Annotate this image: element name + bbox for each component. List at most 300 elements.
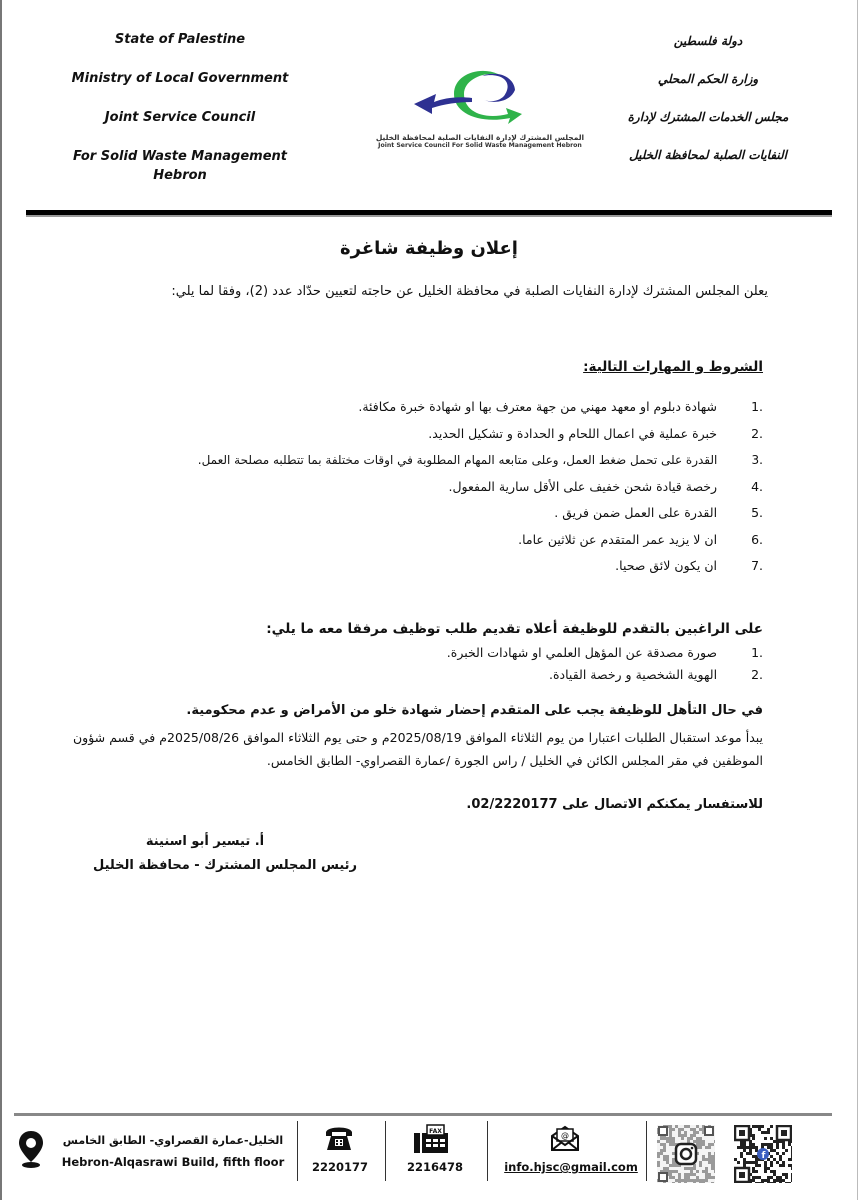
qr-module bbox=[743, 1149, 746, 1152]
qr-module bbox=[690, 1179, 693, 1182]
header-ar-line: النفايات الصلبة لمحافظة الخليل bbox=[628, 148, 787, 162]
qr-module bbox=[669, 1131, 672, 1134]
qr-module bbox=[708, 1173, 711, 1176]
qr-module bbox=[764, 1179, 767, 1182]
qr-module bbox=[752, 1161, 755, 1164]
qr-module bbox=[749, 1146, 752, 1149]
header-ar-line: دولة فلسطين bbox=[673, 34, 743, 48]
qr-module bbox=[752, 1137, 755, 1140]
qr-module bbox=[714, 1152, 715, 1155]
qr-module bbox=[669, 1137, 672, 1140]
header-english bbox=[60, 30, 300, 185]
footer-divider bbox=[14, 1113, 832, 1116]
qr-module bbox=[782, 1173, 785, 1176]
qr-module bbox=[711, 1158, 714, 1161]
qr-module bbox=[669, 1176, 672, 1179]
qr-module bbox=[705, 1158, 708, 1161]
qr-module bbox=[752, 1179, 755, 1182]
qr-module bbox=[758, 1125, 761, 1128]
qr-module bbox=[758, 1164, 761, 1167]
qr-module bbox=[743, 1146, 746, 1149]
qr-module bbox=[696, 1143, 699, 1146]
item-text: خبرة عملية في اعمال اللحام و الحدادة و تشكيل الحديد. bbox=[428, 425, 718, 441]
qr-module bbox=[696, 1137, 699, 1140]
header-en-line: For Solid Waste Management bbox=[73, 149, 287, 164]
item-number: 2. bbox=[751, 425, 763, 441]
requirements-list bbox=[163, 642, 763, 686]
header-ar-line: مجلس الخدمات المشترك لإدارة bbox=[627, 110, 789, 124]
qr-module bbox=[675, 1164, 678, 1167]
qr-module bbox=[657, 1140, 660, 1143]
qr-module bbox=[755, 1125, 758, 1128]
email-link[interactable] bbox=[500, 1160, 642, 1174]
condition-item bbox=[83, 529, 763, 556]
condition-item bbox=[83, 423, 763, 450]
qr-module bbox=[714, 1167, 715, 1170]
qr-module bbox=[785, 1173, 788, 1176]
qr-module bbox=[672, 1140, 675, 1143]
qr-module bbox=[755, 1182, 758, 1183]
fax-icon-label: FAX bbox=[429, 1128, 442, 1135]
qr-module bbox=[672, 1152, 675, 1155]
signatory-name: أ. تيسير أبو اسنينة bbox=[145, 834, 265, 849]
qr-module bbox=[711, 1155, 714, 1158]
location-pin-icon bbox=[18, 1130, 44, 1170]
item-number: 1. bbox=[751, 399, 763, 414]
qr-module bbox=[690, 1167, 693, 1170]
qr-module bbox=[669, 1128, 672, 1131]
qr-module bbox=[773, 1182, 776, 1183]
qr-module bbox=[696, 1179, 699, 1182]
facebook-qr-code[interactable] bbox=[734, 1125, 792, 1183]
qr-module bbox=[672, 1164, 675, 1167]
qr-module bbox=[675, 1179, 678, 1182]
qr-module bbox=[681, 1128, 684, 1131]
qr-module bbox=[684, 1131, 687, 1134]
qr-module bbox=[773, 1149, 776, 1152]
item-text: الهوية الشخصية و رخصة القيادة. bbox=[549, 667, 718, 682]
qr-module bbox=[693, 1134, 696, 1137]
qr-module bbox=[663, 1146, 666, 1149]
qr-module bbox=[791, 1155, 792, 1158]
qr-module bbox=[764, 1161, 767, 1164]
qr-module bbox=[791, 1152, 792, 1155]
qr-module bbox=[663, 1167, 666, 1170]
qr-module bbox=[752, 1170, 755, 1173]
qr-module bbox=[782, 1152, 785, 1155]
qr-module bbox=[693, 1167, 696, 1170]
item-text: صورة مصدقة عن المؤهل العلمي او شهادات الخبرة. bbox=[446, 645, 718, 660]
qr-module bbox=[687, 1167, 690, 1170]
item-text: ان يكون لائق صحيا. bbox=[615, 558, 718, 573]
qr-module bbox=[785, 1176, 788, 1179]
qr-module bbox=[678, 1182, 681, 1183]
qr-module bbox=[714, 1161, 715, 1164]
qr-module bbox=[779, 1182, 782, 1183]
qr-module bbox=[773, 1158, 776, 1161]
header-en-line: Ministry of Local Government bbox=[71, 71, 289, 86]
qr-module bbox=[711, 1182, 714, 1183]
qr-module bbox=[669, 1134, 672, 1137]
qr-module bbox=[743, 1164, 746, 1167]
qr-module bbox=[746, 1146, 749, 1149]
qr-module bbox=[687, 1140, 690, 1143]
qr-module bbox=[672, 1128, 675, 1131]
qr-module bbox=[752, 1125, 755, 1128]
qr-module bbox=[711, 1161, 714, 1164]
qr-module bbox=[711, 1167, 714, 1170]
qr-module bbox=[693, 1140, 696, 1143]
qr-module bbox=[714, 1170, 715, 1173]
condition-item bbox=[83, 555, 763, 582]
qr-module bbox=[702, 1170, 705, 1173]
qr-module bbox=[669, 1173, 672, 1176]
logo-mark-icon bbox=[410, 68, 550, 132]
item-number: 5. bbox=[751, 505, 763, 520]
qr-module bbox=[699, 1146, 702, 1149]
qr-module bbox=[684, 1173, 687, 1176]
qr-module bbox=[696, 1125, 699, 1128]
qr-module bbox=[779, 1179, 782, 1182]
qr-module bbox=[705, 1173, 708, 1176]
qr-module bbox=[752, 1176, 755, 1179]
qr-module bbox=[699, 1137, 702, 1140]
qr-module bbox=[776, 1152, 779, 1155]
qr-module bbox=[779, 1176, 782, 1179]
qr-module bbox=[773, 1173, 776, 1176]
qr-module bbox=[776, 1146, 779, 1149]
qr-module bbox=[737, 1146, 740, 1149]
item-number: 4. bbox=[751, 478, 763, 494]
instagram-icon bbox=[676, 1144, 696, 1164]
header-arabic bbox=[598, 32, 818, 184]
qr-module bbox=[678, 1131, 681, 1134]
header-en-line: Joint Service Council bbox=[104, 110, 256, 125]
qr-module bbox=[690, 1134, 693, 1137]
qr-module bbox=[699, 1128, 702, 1131]
qr-module bbox=[657, 1152, 660, 1155]
qr-module bbox=[755, 1176, 758, 1179]
item-number: 3. bbox=[751, 453, 763, 467]
qr-module bbox=[708, 1155, 711, 1158]
qr-module bbox=[684, 1182, 687, 1183]
qr-module bbox=[770, 1143, 773, 1146]
qr-module bbox=[672, 1170, 675, 1173]
qr-module bbox=[791, 1158, 792, 1161]
header-divider-shadow bbox=[26, 215, 832, 217]
logo-caption-english: Joint Service Council For Solid Waste Management Hebron bbox=[378, 142, 582, 149]
qr-module bbox=[696, 1176, 699, 1179]
qr-module bbox=[711, 1164, 714, 1167]
qr-module bbox=[734, 1158, 737, 1161]
qr-module bbox=[693, 1182, 696, 1183]
qr-module bbox=[684, 1176, 687, 1179]
header-en-line: Hebron bbox=[153, 168, 207, 183]
council-logo bbox=[362, 68, 598, 164]
qr-module bbox=[663, 1143, 666, 1146]
qr-module bbox=[755, 1170, 758, 1173]
qr-module bbox=[791, 1179, 792, 1182]
qr-module bbox=[693, 1128, 696, 1131]
qr-module bbox=[690, 1170, 693, 1173]
qr-module bbox=[791, 1167, 792, 1170]
qr-module bbox=[764, 1167, 767, 1170]
qr-module bbox=[693, 1173, 696, 1176]
item-text: رخصة قيادة شحن خفيف على الأقل سارية المفعول. bbox=[448, 478, 718, 494]
qr-module bbox=[699, 1140, 702, 1143]
qr-module bbox=[666, 1158, 669, 1161]
item-text: القدرة على تحمل ضغط العمل، وعلى متابعه المهام المطلوبة في اوقات مختلفة بما تتطلبه مصلحة العمل. bbox=[197, 453, 718, 467]
qr-module bbox=[767, 1131, 770, 1134]
page-border-left bbox=[0, 0, 2, 1200]
requirement-item bbox=[163, 664, 763, 686]
qr-module bbox=[761, 1182, 764, 1183]
qr-module bbox=[690, 1128, 693, 1131]
qr-module bbox=[669, 1143, 672, 1146]
qr-module bbox=[749, 1161, 752, 1164]
qr-module bbox=[752, 1134, 755, 1137]
qr-module bbox=[761, 1131, 764, 1134]
qr-module bbox=[702, 1143, 705, 1146]
qr-module bbox=[705, 1146, 708, 1149]
qr-module bbox=[657, 1164, 660, 1167]
qr-module bbox=[779, 1164, 782, 1167]
qr-module bbox=[669, 1170, 672, 1173]
item-text: القدرة على العمل ضمن فريق . bbox=[554, 505, 718, 520]
qr-module bbox=[672, 1161, 675, 1164]
qr-module bbox=[666, 1140, 669, 1143]
qr-module bbox=[666, 1137, 669, 1140]
qr-module bbox=[752, 1155, 755, 1158]
qr-module bbox=[752, 1146, 755, 1149]
qr-module bbox=[761, 1179, 764, 1182]
condition-item bbox=[83, 502, 763, 529]
qr-module bbox=[672, 1137, 675, 1140]
qr-module bbox=[678, 1128, 681, 1131]
qr-module bbox=[663, 1155, 666, 1158]
qr-module bbox=[714, 1176, 715, 1179]
qr-module bbox=[764, 1164, 767, 1167]
qr-module bbox=[791, 1176, 792, 1179]
qr-module bbox=[791, 1173, 792, 1176]
signature-block bbox=[70, 830, 380, 878]
qr-module bbox=[773, 1140, 776, 1143]
qr-module bbox=[746, 1152, 749, 1155]
qr-module bbox=[666, 1161, 669, 1164]
qr-module bbox=[696, 1131, 699, 1134]
qr-module bbox=[767, 1182, 770, 1183]
qr-module bbox=[702, 1140, 705, 1143]
qr-module bbox=[776, 1179, 779, 1182]
qr-module bbox=[755, 1158, 758, 1161]
qr-module bbox=[755, 1146, 758, 1149]
qr-module bbox=[714, 1158, 715, 1161]
qr-module bbox=[708, 1158, 711, 1161]
qr-module bbox=[693, 1131, 696, 1134]
qr-module bbox=[782, 1146, 785, 1149]
qr-module bbox=[740, 1143, 743, 1146]
qr-module bbox=[681, 1179, 684, 1182]
qr-module bbox=[666, 1155, 669, 1158]
qr-module bbox=[776, 1176, 779, 1179]
qr-module bbox=[678, 1176, 681, 1179]
qr-module bbox=[770, 1125, 773, 1128]
qr-module bbox=[743, 1158, 746, 1161]
application-dates-paragraph: يبدأ موعد استقبال الطلبات اعتبارا من يوم الثلاثاء الموافق 2025/08/19م و حتى يوم الثلاثاء الموافق 2025/08/26م في قسم شؤون الموظفين في مقر المجلس الكائن في الخليل / راس الجورة /عمارة القصراوي- الطابق الخامس. bbox=[73, 730, 763, 768]
qr-module bbox=[740, 1146, 743, 1149]
qr-module bbox=[675, 1125, 678, 1128]
qr-module bbox=[714, 1164, 715, 1167]
qr-module bbox=[708, 1152, 711, 1155]
qr-module bbox=[770, 1146, 773, 1149]
qr-module bbox=[678, 1173, 681, 1176]
requirements-heading: على الراغبين بالتقدم للوظيفة أعلاه تقديم طلب توظيف مرفقا معه ما يلي: bbox=[266, 621, 763, 637]
phone-number[interactable]: 2220177 bbox=[311, 1160, 368, 1174]
qr-module bbox=[714, 1140, 715, 1143]
announcement-title: إعلان وظيفة شاغرة bbox=[340, 238, 518, 259]
qr-module bbox=[761, 1125, 764, 1128]
qr-module bbox=[773, 1170, 776, 1173]
qr-module bbox=[767, 1128, 770, 1131]
item-number: 2. bbox=[751, 667, 763, 682]
qr-module bbox=[761, 1143, 764, 1146]
qr-module bbox=[711, 1176, 714, 1179]
qr-module bbox=[687, 1125, 690, 1128]
email-address[interactable]: info.hjsc@gmail.com bbox=[504, 1160, 638, 1174]
qr-module bbox=[770, 1164, 773, 1167]
qr-module bbox=[770, 1170, 773, 1173]
qr-module bbox=[702, 1182, 705, 1183]
qr-module bbox=[684, 1134, 687, 1137]
qr-module bbox=[782, 1143, 785, 1146]
qr-module bbox=[767, 1158, 770, 1161]
qr-module bbox=[714, 1155, 715, 1158]
qr-module bbox=[681, 1137, 684, 1140]
qr-module bbox=[699, 1164, 702, 1167]
qr-module bbox=[705, 1179, 708, 1182]
footer-separator bbox=[385, 1121, 386, 1181]
fax-icon bbox=[413, 1124, 453, 1154]
qr-module bbox=[699, 1143, 702, 1146]
footer-separator bbox=[487, 1121, 488, 1181]
telephone-icon bbox=[324, 1124, 354, 1152]
qr-module bbox=[699, 1179, 702, 1182]
qr-module bbox=[708, 1176, 711, 1179]
qr-module bbox=[708, 1161, 711, 1164]
qr-module bbox=[666, 1167, 669, 1170]
qr-module bbox=[758, 1128, 761, 1131]
qr-module bbox=[687, 1173, 690, 1176]
announcement-intro: يعلن المجلس المشترك لإدارة النفايات الصلبة في محافظة الخليل عن حاجته لتعيين حدّاد عدد (2)، وفقا لما يلي: bbox=[171, 284, 768, 299]
qr-module bbox=[737, 1161, 740, 1164]
qr-module bbox=[773, 1179, 776, 1182]
qr-module bbox=[770, 1155, 773, 1158]
header-en-line: State of Palestine bbox=[114, 32, 246, 47]
qr-module bbox=[785, 1182, 788, 1183]
qr-module bbox=[672, 1158, 675, 1161]
qr-module bbox=[740, 1152, 743, 1155]
qr-module bbox=[764, 1143, 767, 1146]
qr-module bbox=[672, 1176, 675, 1179]
qr-module bbox=[711, 1143, 714, 1146]
qr-module bbox=[791, 1164, 792, 1167]
qr-module bbox=[678, 1179, 681, 1182]
qr-module bbox=[678, 1134, 681, 1137]
qr-module bbox=[660, 1143, 663, 1146]
qr-module bbox=[708, 1143, 711, 1146]
fax-number[interactable]: 2216478 bbox=[406, 1160, 463, 1174]
qr-module bbox=[764, 1170, 767, 1173]
requirement-item bbox=[163, 642, 763, 664]
qr-module bbox=[696, 1170, 699, 1173]
qr-module bbox=[758, 1176, 761, 1179]
qr-module bbox=[657, 1155, 660, 1158]
email-icon bbox=[550, 1124, 580, 1152]
qr-module bbox=[749, 1152, 752, 1155]
qr-module bbox=[663, 1158, 666, 1161]
qr-module bbox=[699, 1182, 702, 1183]
qr-module bbox=[770, 1176, 773, 1179]
logo-caption-arabic: المجلس المشترك لإدارة النفايات الصلبة لمحافظة الخليل bbox=[375, 133, 585, 142]
qr-module bbox=[788, 1143, 791, 1146]
qr-module bbox=[687, 1179, 690, 1182]
qr-module bbox=[788, 1182, 791, 1183]
qr-module bbox=[752, 1143, 755, 1146]
qr-module bbox=[767, 1143, 770, 1146]
qr-module bbox=[770, 1161, 773, 1164]
qr-module bbox=[767, 1179, 770, 1182]
qr-module bbox=[776, 1161, 779, 1164]
qr-module bbox=[746, 1161, 749, 1164]
qr-module bbox=[702, 1155, 705, 1158]
qr-module bbox=[702, 1158, 705, 1161]
qr-module bbox=[782, 1179, 785, 1182]
qr-module bbox=[660, 1137, 663, 1140]
qr-module bbox=[705, 1170, 708, 1173]
instagram-qr-code[interactable] bbox=[657, 1125, 715, 1183]
qr-module bbox=[788, 1158, 791, 1161]
qr-module bbox=[767, 1167, 770, 1170]
qr-module bbox=[705, 1176, 708, 1179]
qr-module bbox=[788, 1164, 791, 1167]
address-english: Hebron-Alqasrawi Build, fifth floor bbox=[61, 1155, 285, 1169]
qr-module bbox=[684, 1125, 687, 1128]
inquiry-contact: للاستفسار يمكنكم الاتصال على 02/2220177. bbox=[466, 797, 763, 812]
item-text: شهادة دبلوم او معهد مهني من جهة معترف بها او شهادة خبرة مكافئة. bbox=[358, 399, 718, 414]
qr-module bbox=[657, 1161, 660, 1164]
qr-module bbox=[791, 1146, 792, 1149]
qr-module bbox=[660, 1152, 663, 1155]
qr-module bbox=[690, 1173, 693, 1176]
footer-separator bbox=[646, 1121, 647, 1181]
qr-module bbox=[749, 1143, 752, 1146]
conditions-list bbox=[83, 396, 763, 582]
qr-module bbox=[663, 1137, 666, 1140]
qr-module bbox=[764, 1131, 767, 1134]
qr-module bbox=[663, 1149, 666, 1152]
qr-module bbox=[699, 1161, 702, 1164]
qr-module bbox=[740, 1155, 743, 1158]
qr-module bbox=[702, 1179, 705, 1182]
qr-module bbox=[696, 1140, 699, 1143]
qr-module bbox=[675, 1170, 678, 1173]
qr-module bbox=[743, 1143, 746, 1146]
qr-module bbox=[743, 1161, 746, 1164]
address-arabic: الخليل-عمارة القصراوي- الطابق الخامس bbox=[62, 1134, 284, 1147]
qr-module bbox=[791, 1149, 792, 1152]
conditions-heading: الشروط و المهارات التالية: bbox=[583, 359, 763, 375]
item-number: 1. bbox=[751, 645, 763, 660]
